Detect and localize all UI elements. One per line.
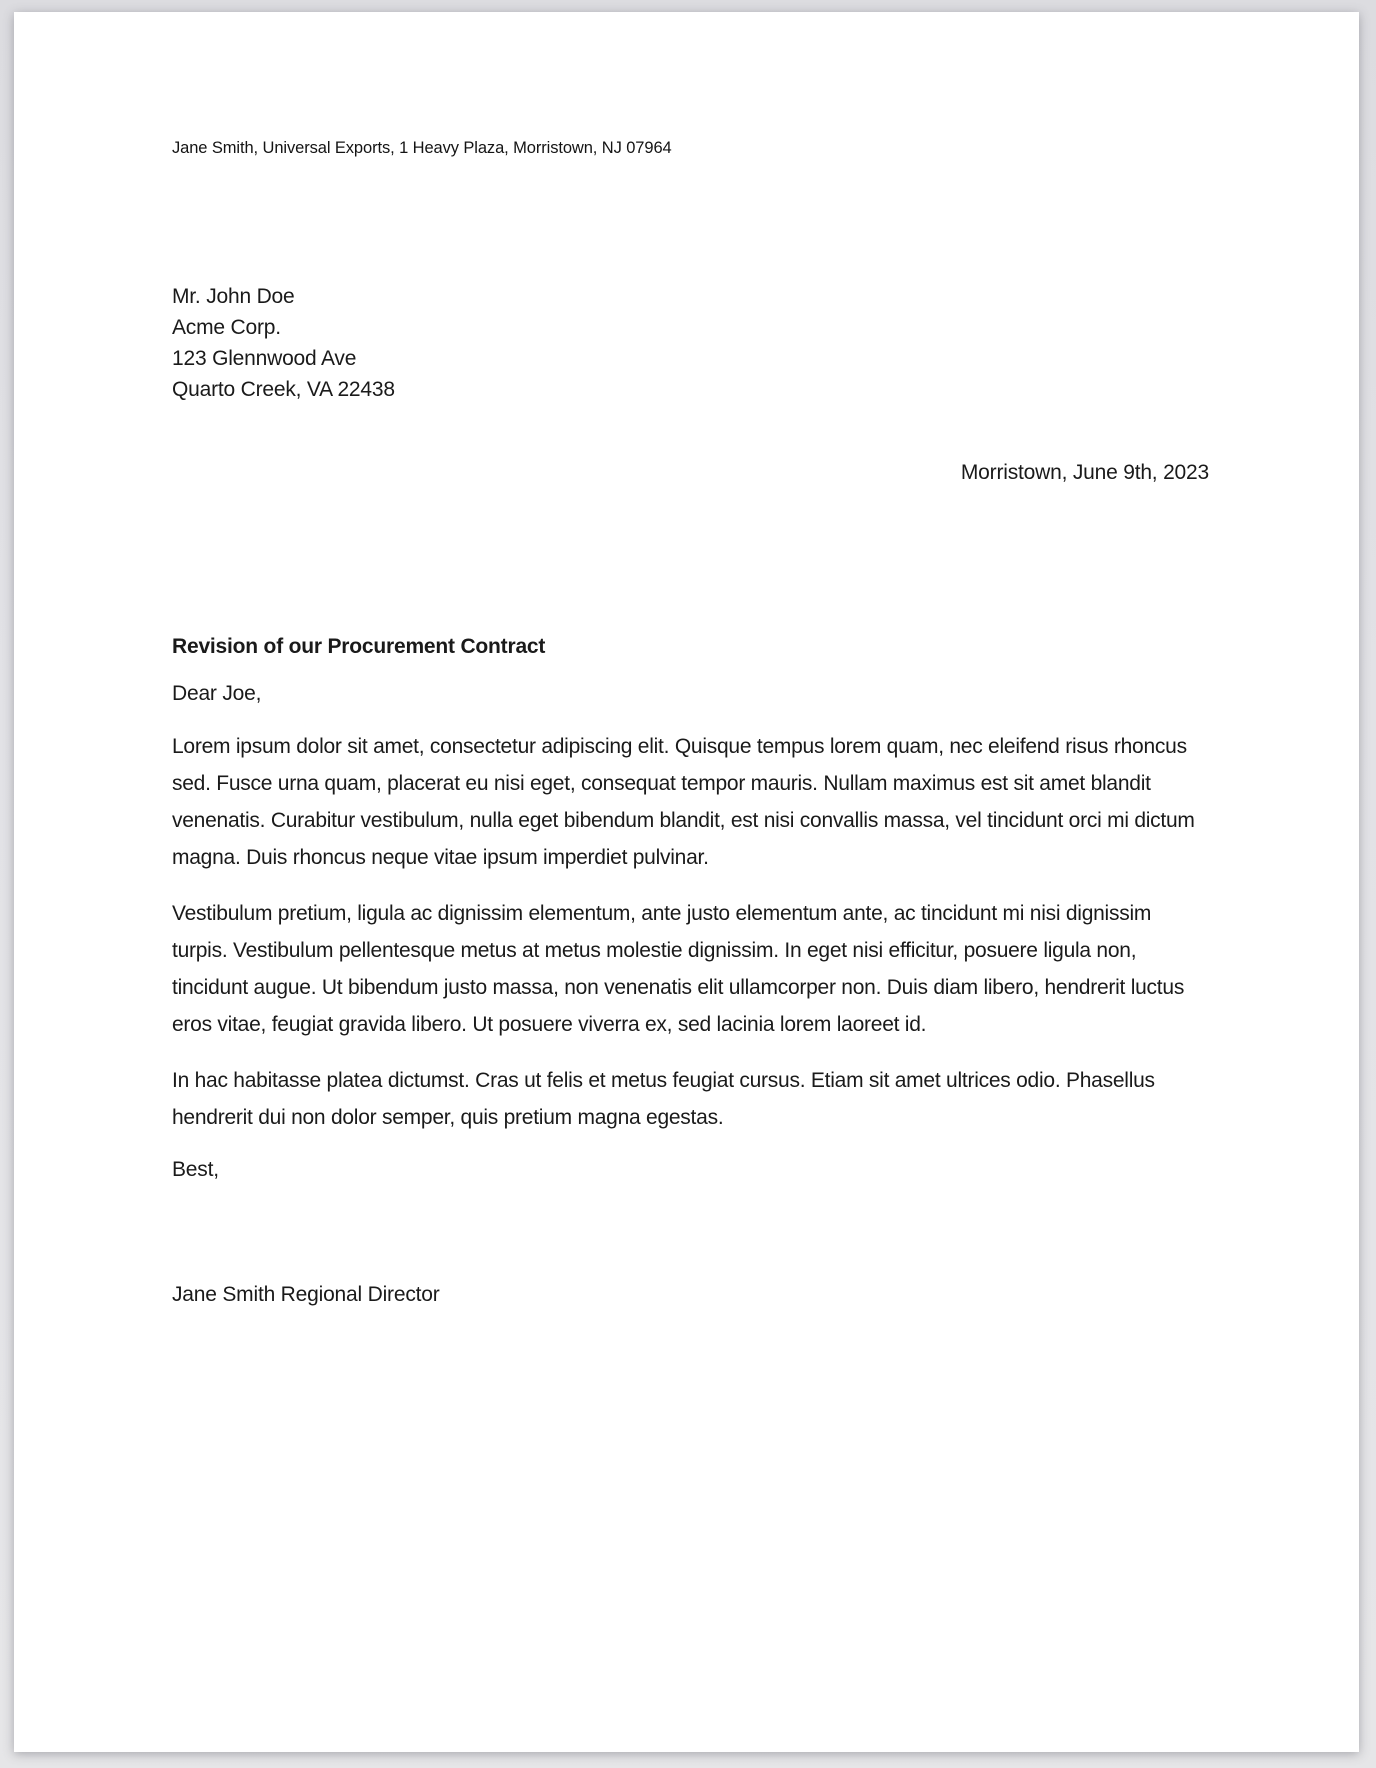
subject-line: Revision of our Procurement Contract: [172, 635, 546, 658]
closing: Best,: [172, 1158, 219, 1181]
sender-return-address-line: Jane Smith, Universal Exports, 1 Heavy Plaza, Morristown, NJ 07964: [172, 139, 672, 157]
recipient-line-city: Quarto Creek, VA 22438: [172, 378, 395, 401]
letter-content: [172, 12, 1209, 1310]
letter-body: [172, 728, 1209, 1136]
letter-page: [14, 12, 1359, 1752]
recipient-address-block: [172, 281, 1209, 405]
body-paragraph: Lorem ipsum dolor sit amet, consectetur adipiscing elit. Quisque tempus lorem quam, nec eleifend risus rhoncus sed. Fusce urna quam, placerat eu nisi eget, consequat tempor mauris. Nullam maximus est sit amet blandit venenatis. Curabitur vestibulum, nulla eget bibendum blandit, est nisi convallis massa, vel tincidunt orci mi dictum magna. Duis rhoncus neque vitae ipsum imperdiet pulvinar.: [172, 735, 1195, 869]
recipient-line-street: 123 Glennwood Ave: [172, 347, 357, 370]
salutation: Dear Joe,: [172, 682, 262, 705]
recipient-line-company: Acme Corp.: [172, 316, 281, 339]
recipient-line-name: Mr. John Doe: [172, 285, 295, 308]
body-paragraph: Vestibulum pretium, ligula ac dignissim elementum, ante justo elementum ante, ac tincidunt mi nisi dignissim turpis. Vestibulum pellentesque metus at metus molestie dignissim. In eget nisi efficitur, posuere ligula non, tincidunt augue. Ut bibendum justo massa, non venenatis elit ullamcorper non. Duis diam libero, hendrerit luctus eros vitae, feugiat gravida libero. Ut posuere viverra ex, sed lacinia lorem laoreet id.: [172, 902, 1185, 1036]
signature-line: Jane Smith Regional Director: [172, 1283, 440, 1306]
date-line: Morristown, June 9th, 2023: [960, 461, 1209, 484]
body-paragraph: In hac habitasse platea dictumst. Cras ut felis et metus feugiat cursus. Etiam sit amet ultrices odio. Phasellus hendrerit dui non dolor semper, quis pretium magna egestas.: [172, 1069, 1155, 1129]
